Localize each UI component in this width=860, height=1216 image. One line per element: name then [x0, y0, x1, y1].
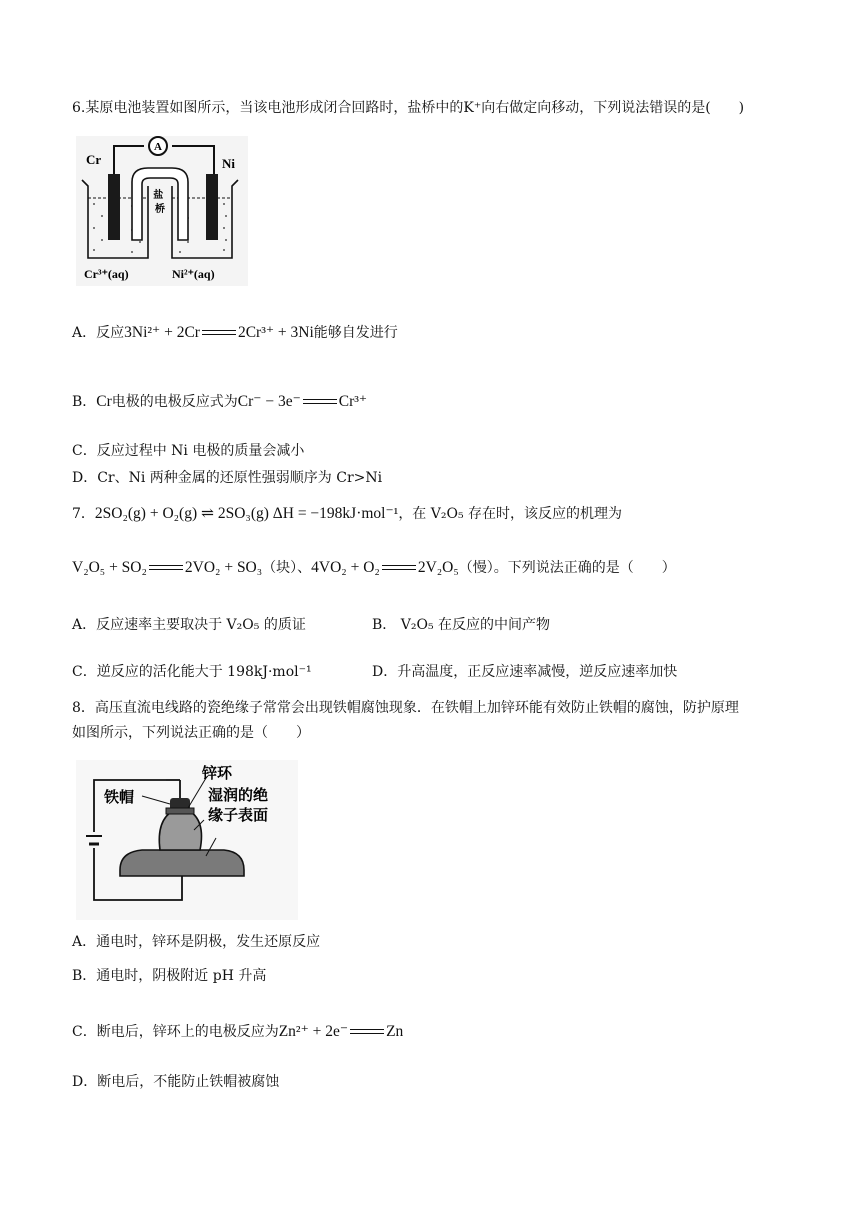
q8-stem-line-1: 8．高压直流电线路的瓷绝缘子常常会出现铁帽腐蚀现象．在铁帽上加锌环能有效防止铁帽的腐蚀，防护原理 [72, 700, 739, 716]
ni-electrode-label: Ni [222, 156, 235, 171]
q8-option-c-eq-left: Zn²⁺ + 2e⁻ [278, 1023, 349, 1040]
q7-option-a: A．反应速率主要取决于 V₂O₅ 的质证 [72, 617, 306, 633]
q6-option-a [72, 323, 398, 343]
q8-option-c-prefix: C．断电后，锌环上的电极反应为 [72, 1024, 279, 1040]
q6-galvanic-cell-figure [76, 136, 248, 286]
q7-stem [72, 504, 622, 524]
zinc-ring-label: 锌环 [202, 764, 233, 782]
q6-stem [72, 98, 744, 118]
q6-option-a-prefix: A．反应 [72, 325, 125, 341]
q8-option-c-eq-right: Zn [386, 1023, 404, 1040]
q8-option-b: B．通电时，阴极附近 pH 升高 [72, 968, 267, 984]
q6-stem-end: ) [738, 100, 745, 116]
left-solution-label: Cr³⁺(aq) [84, 267, 129, 281]
right-solution-label: Ni²⁺(aq) [172, 267, 215, 281]
q8-stem-line-2 [72, 723, 310, 743]
q6-option-d: D．Cr、Ni 两种金属的还原性强弱顺序为 Cr>Ni [72, 470, 383, 486]
q6-option-b-cr: Cr [96, 393, 112, 410]
equals-sign [202, 329, 236, 337]
q6-option-a-eq-left: 3Ni²⁺ + 2Cr [124, 324, 200, 341]
q7-mech2-left: 4VO₂ + O₂ [311, 559, 380, 576]
q8-option-d: D．断电后，不能防止铁帽被腐蚀 [72, 1074, 280, 1090]
q7-stem-end: ） [661, 560, 676, 576]
q7-mech1-left: V₂O₅ + SO₂ [72, 559, 147, 576]
q6-option-b-mid: 电极的电极反应式为 [111, 394, 238, 410]
iron-cap-label: 铁帽 [104, 788, 135, 806]
q7-fast-label: （块）、 [262, 560, 312, 576]
q7-option-d: D．升高温度，正反应速率减慢，逆反应速率加快 [372, 664, 678, 680]
equals-sign [149, 564, 183, 572]
q6-option-b [72, 392, 367, 412]
ammeter-label: A [154, 141, 162, 153]
q6-option-b-prefix: B． [72, 394, 97, 410]
q7-equation: 2SO₂(g) + O₂(g) ⇌ 2SO₃(g) ΔH = −198kJ·mol⁻¹ [94, 505, 399, 522]
salt-bridge-char-1: 盐 [153, 190, 164, 201]
q6-option-a-suffix: 能够自发进行 [313, 325, 398, 341]
q6-option-b-eq-right: Cr³⁺ [338, 393, 368, 410]
q8-option-a: A．通电时，锌环是阴极，发生还原反应 [72, 934, 321, 950]
q7-option-c: C．逆反应的活化能大于 198kJ·mol⁻¹ [72, 664, 312, 680]
q8-insulator-figure [76, 760, 298, 920]
q6-stem-text: 6.某原电池装置如图所示，当该电池形成闭合回路时，盐桥中的K⁺向右做定向移动，下列说法错误的是( [72, 100, 711, 116]
equals-sign [350, 1028, 384, 1036]
q6-option-a-eq-right: 2Cr³⁺ + 3Ni [237, 324, 314, 341]
q8-option-c [72, 1022, 403, 1042]
surface-label-2: 缘子表面 [208, 806, 269, 824]
equals-sign [382, 564, 416, 572]
q8-stem-end: ） [296, 725, 310, 741]
surface-label-1: 湿润的绝 [208, 786, 269, 804]
q7-mechanism [72, 558, 676, 578]
q7-slow-tail: （慢）。下列说法正确的是（ [458, 560, 634, 576]
equals-sign [303, 398, 337, 406]
cr-electrode-label: Cr [86, 152, 102, 167]
salt-bridge-char-2: 桥 [155, 204, 165, 215]
q6-option-b-eq-left: Cr⁻ − 3e⁻ [237, 393, 301, 410]
q7-mech2-right: 2V₂O₅ [417, 559, 459, 576]
q6-option-c: C．反应过程中 Ni 电极的质量会减小 [72, 443, 305, 459]
q7-option-b: B． V₂O₅ 在反应的中间产物 [372, 617, 551, 633]
q8-stem-line-2-text: 如图所示，下列说法正确的是（ [72, 725, 268, 741]
q7-stem-tail: ，在 V₂O₅ 存在时，该反应的机理为 [398, 506, 623, 522]
q7-number: 7． [72, 506, 95, 522]
q7-mech1-right: 2VO₂ + SO₃ [184, 559, 263, 576]
